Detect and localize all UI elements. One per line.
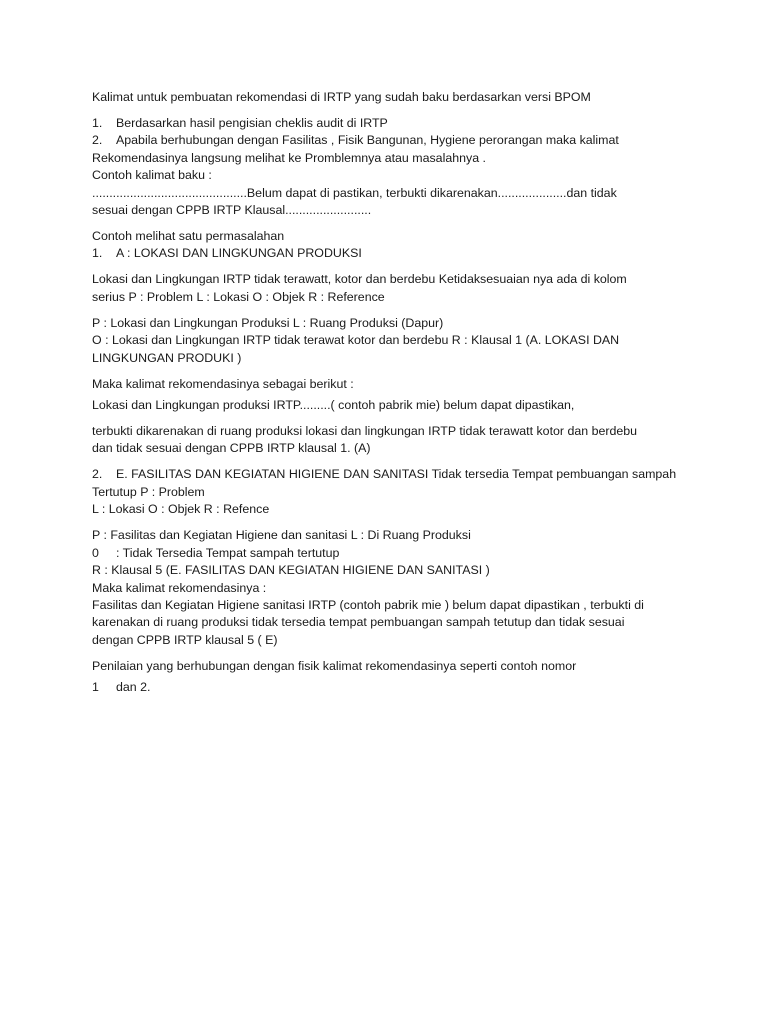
- list-text: Apabila berhubungan dengan Fasilitas , Fisik Bangunan, Hygiene perorangan maka kalimat: [116, 133, 619, 148]
- paragraph-line: Contoh kalimat baku :: [92, 168, 212, 183]
- paragraph-line: P : Lokasi dan Lingkungan Produksi L : Ruang Produksi (Dapur): [92, 315, 444, 330]
- section-heading: [92, 466, 692, 483]
- list-item: [92, 115, 692, 132]
- list-item: [92, 545, 692, 562]
- paragraph-line: dengan CPPB IRTP klausal 5 ( E): [92, 632, 278, 647]
- paragraph-line: Lokasi dan Lingkungan produksi IRTP.........( contoh pabrik mie) belum dapat dipastikan,: [92, 398, 575, 413]
- paragraph-line: Lokasi dan Lingkungan IRTP tidak terawatt, kotor dan berdebu Ketidaksesuaian nya ada di kolom: [92, 272, 627, 287]
- paragraph-line: Contoh melihat satu permasalahan: [92, 229, 285, 244]
- list-number: 0: [92, 545, 99, 560]
- paragraph-line: P : Fasilitas dan Kegiatan Higiene dan sanitasi L : Di Ruang Produksi: [92, 528, 471, 543]
- list-text: Berdasarkan hasil pengisian cheklis audit di IRTP: [116, 116, 388, 130]
- list-number: 1.: [92, 246, 103, 261]
- paragraph-line: Maka kalimat rekomendasinya sebagai berikut :: [92, 376, 354, 391]
- paragraph-line: Tertutup P : Problem: [92, 484, 205, 499]
- paragraph-line: Rekomendasinya langsung melihat ke Promblemnya atau masalahnya .: [92, 150, 486, 165]
- paragraph-line: Penilaian yang berhubungan dengan fisik kalimat rekomendasinya seperti contoh nomor: [92, 658, 577, 673]
- document-page: [92, 89, 692, 697]
- paragraph-line: LINGKUNGAN PRODUKI ): [92, 350, 242, 365]
- paragraph-line: dan tidak sesuai dengan CPPB IRTP klausal 1. (A): [92, 441, 371, 456]
- heading-text: A : LOKASI DAN LINGKUNGAN PRODUKSI: [116, 246, 362, 261]
- paragraph-line: sesuai dengan CPPB IRTP Klausal.........................: [92, 203, 372, 218]
- paragraph-line: R : Klausal 5 (E. FASILITAS DAN KEGIATAN HIGIENE DAN SANITASI ): [92, 563, 490, 578]
- list-number: 1.: [92, 116, 103, 130]
- paragraph-line: O : Lokasi dan Lingkungan IRTP tidak terawat kotor dan berdebu R : Klausal 1 (A. LOKASI DAN: [92, 333, 620, 348]
- section-heading: [92, 245, 692, 262]
- paragraph-line: serius P : Problem L : Lokasi O : Objek R : Reference: [92, 289, 385, 304]
- paragraph-line: L : Lokasi O : Objek R : Refence: [92, 502, 270, 517]
- heading-text: E. FASILITAS DAN KEGIATAN HIGIENE DAN SANITASI Tidak tersedia Tempat pembuangan sampah: [116, 467, 677, 482]
- paragraph-line: terbukti dikarenakan di ruang produksi lokasi dan lingkungan IRTP tidak terawatt kotor dan berdebu: [92, 424, 638, 439]
- list-item: [92, 132, 692, 149]
- document-title: Kalimat untuk pembuatan rekomendasi di IRTP yang sudah baku berdasarkan versi BPOM: [92, 90, 591, 104]
- paragraph-line: karenakan di ruang produksi tidak tersedia tempat pembuangan sampah tetutup dan tidak sesuai: [92, 615, 625, 630]
- paragraph-line: .............................................Belum dapat di pastikan, terbukti dikarenakan....................dan tidak: [92, 185, 617, 200]
- paragraph-line: Maka kalimat rekomendasinya :: [92, 580, 267, 595]
- list-text: dan 2.: [116, 680, 151, 695]
- list-number: 2.: [92, 467, 103, 482]
- list-number: 2.: [92, 133, 103, 148]
- list-number: 1: [92, 680, 99, 695]
- list-text: : Tidak Tersedia Tempat sampah tertutup: [116, 545, 340, 560]
- paragraph-line: Fasilitas dan Kegiatan Higiene sanitasi IRTP (contoh pabrik mie ) belum dapat dipastikan , terbukti di: [92, 597, 644, 612]
- list-item: [92, 679, 692, 696]
